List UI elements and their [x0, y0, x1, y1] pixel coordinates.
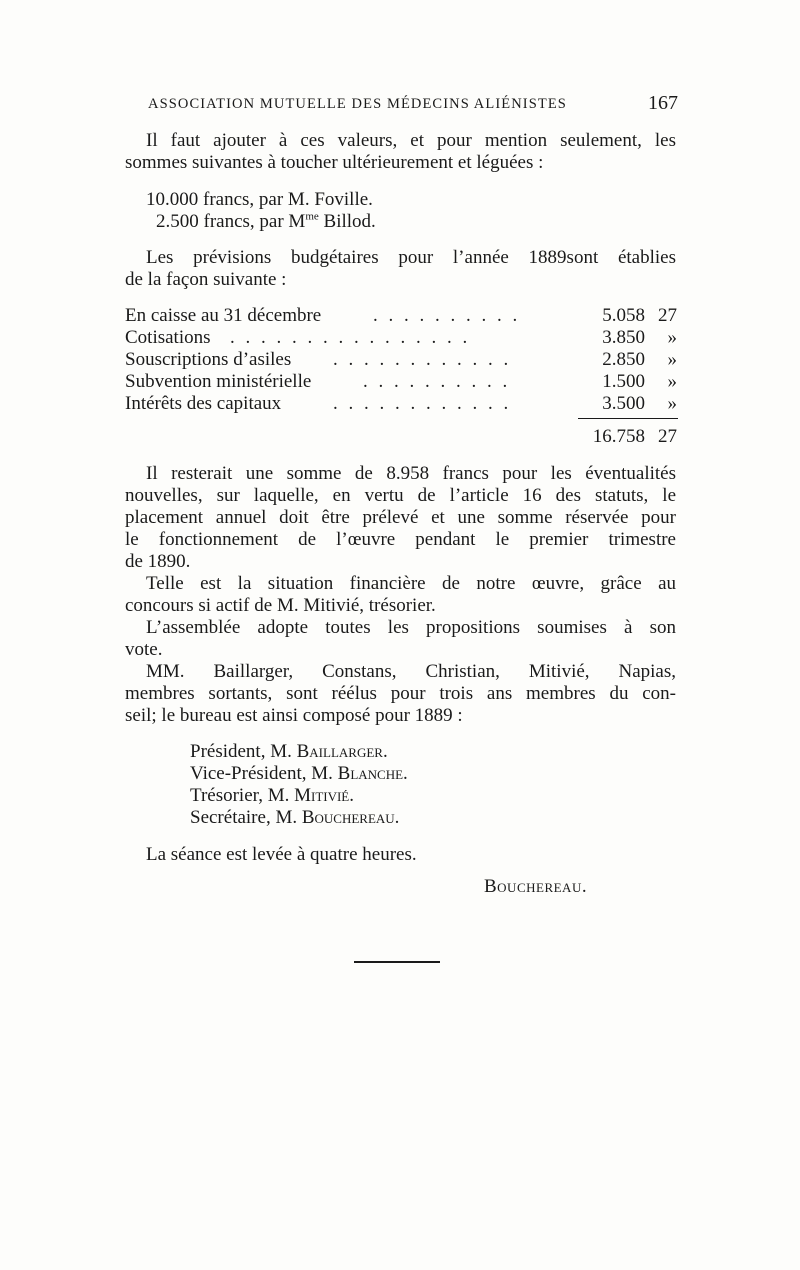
forecast-line-2: de la façon suivante : — [125, 269, 287, 290]
signature: Bouchereau. — [484, 876, 588, 897]
running-header — [148, 94, 678, 118]
budget-row: . . . . . . . . . . En caisse au 31 décembre 5.058 27 — [125, 305, 677, 326]
closing-line: La séance est levée à quatre heures. — [146, 844, 417, 865]
page-number: 167 — [648, 92, 678, 114]
forecast-line-1: Les prévisions budgétaires pour l’année 1889sont établies — [146, 247, 676, 268]
total-rule — [578, 418, 678, 419]
paragraph-line: MM. Baillarger, Constans, Christian, Mitivié, Napias, — [146, 661, 676, 682]
paragraph-line: le fonctionnement de l’œuvre pendant le premier trimestre — [125, 529, 676, 550]
paragraph-line: L’assemblée adopte toutes les propositions soumises à son — [146, 617, 676, 638]
intro-line-2: sommes suivantes à toucher ultérieurement et léguées : — [125, 152, 544, 173]
paragraph-line: seil; le bureau est ainsi composé pour 1889 : — [125, 705, 463, 726]
intro-line-1: Il faut ajouter à ces valeurs, et pour mention seulement, les — [146, 130, 676, 151]
budget-total: 16.758 27 — [592, 426, 677, 447]
budget-row: . . . . . . . . . . . . Souscriptions d’asiles 2.850 » — [125, 349, 677, 370]
bureau-vice-president: Vice-Président, M. Blanche. — [190, 763, 408, 784]
paragraph-line: Telle est la situation financière de notre œuvre, grâce au — [146, 573, 676, 594]
budget-row: . . . . . . . . . . . . . . . . Cotisations 3.850 » — [125, 327, 677, 348]
running-title: ASSOCIATION MUTUELLE DES MÉDECINS ALIÉNISTES — [148, 96, 567, 112]
paragraph-line: vote. — [125, 639, 163, 660]
bureau-secretary: Secrétaire, M. Bouchereau. — [190, 807, 400, 828]
paragraph-line: de 1890. — [125, 551, 191, 572]
bureau-treasurer: Trésorier, M. Mitivié. — [190, 785, 354, 806]
end-rule — [354, 961, 440, 963]
paragraph-line: Il resterait une somme de 8.958 francs pour les éventualités — [146, 463, 676, 484]
bureau-president: Président, M. Baillarger. — [190, 741, 388, 762]
paragraph-line: membres sortants, sont réélus pour trois ans membres du con- — [125, 683, 676, 704]
paragraph-line: placement annuel doit être prélevé et une somme réservée pour — [125, 507, 676, 528]
paragraph-line: concours si actif de M. Mitivié, trésorier. — [125, 595, 436, 616]
paragraph-line: nouvelles, sur laquelle, en vertu de l’article 16 des statuts, le — [125, 485, 676, 506]
legacy-billod: 2.500 francs, par $M^{me}$ Billod. — [156, 210, 376, 232]
legacy-foville: 10.000 francs, par M. Foville. — [146, 189, 373, 210]
budget-row: . . . . . . . . . . Subvention ministérielle 1.500 » — [125, 371, 677, 392]
budget-row: . . . . . . . . . . . . Intérêts des capitaux 3.500 » — [125, 393, 677, 414]
